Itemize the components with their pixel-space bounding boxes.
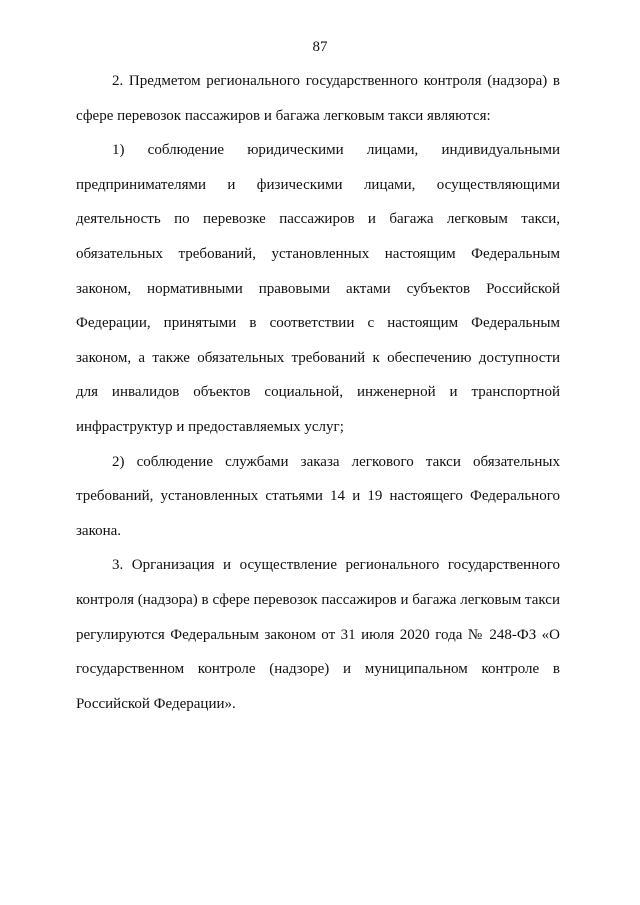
paragraph-item-2-dispatch-services: 2) соблюдение службами заказа легкового такси обязательных требований, установленных статьями 14 и 19 настоящего Федерального закона.	[76, 453, 560, 539]
document-body	[76, 64, 560, 721]
paragraph-item-1-compliance: 1) соблюдение юридическими лицами, индивидуальными предпринимателями и физическими лицами, осуществляющими деятельность по перевозке пассажиров и багажа легковым такси, обязательных требований, установленных настоящим Федеральным законом, нормативными правовыми актами субъектов Российской Федерации, принятыми в соответствии с настоящим Федеральным законом, а также обязательных требований к обеспечению доступности для инвалидов объектов социальной, инженерной и транспортной инфраструктур и предоставляемых услуг;	[76, 142, 560, 435]
page-number: 87	[312, 39, 328, 55]
paragraph-organization-of-control: 3. Организация и осуществление регионального государственного контроля (надзора) в сфере перевозок пассажиров и багажа легковым такси регулируются Федеральным законом от 31 июля 2020 года № 248-ФЗ «О государственном контроле (надзоре) и муниципальном контроле в Российской Федерации».	[76, 557, 560, 712]
paragraph-subject-of-control: 2. Предметом регионального государственного контроля (надзора) в сфере перевозок пассажиров и багажа легковым такси являются:	[76, 73, 560, 124]
